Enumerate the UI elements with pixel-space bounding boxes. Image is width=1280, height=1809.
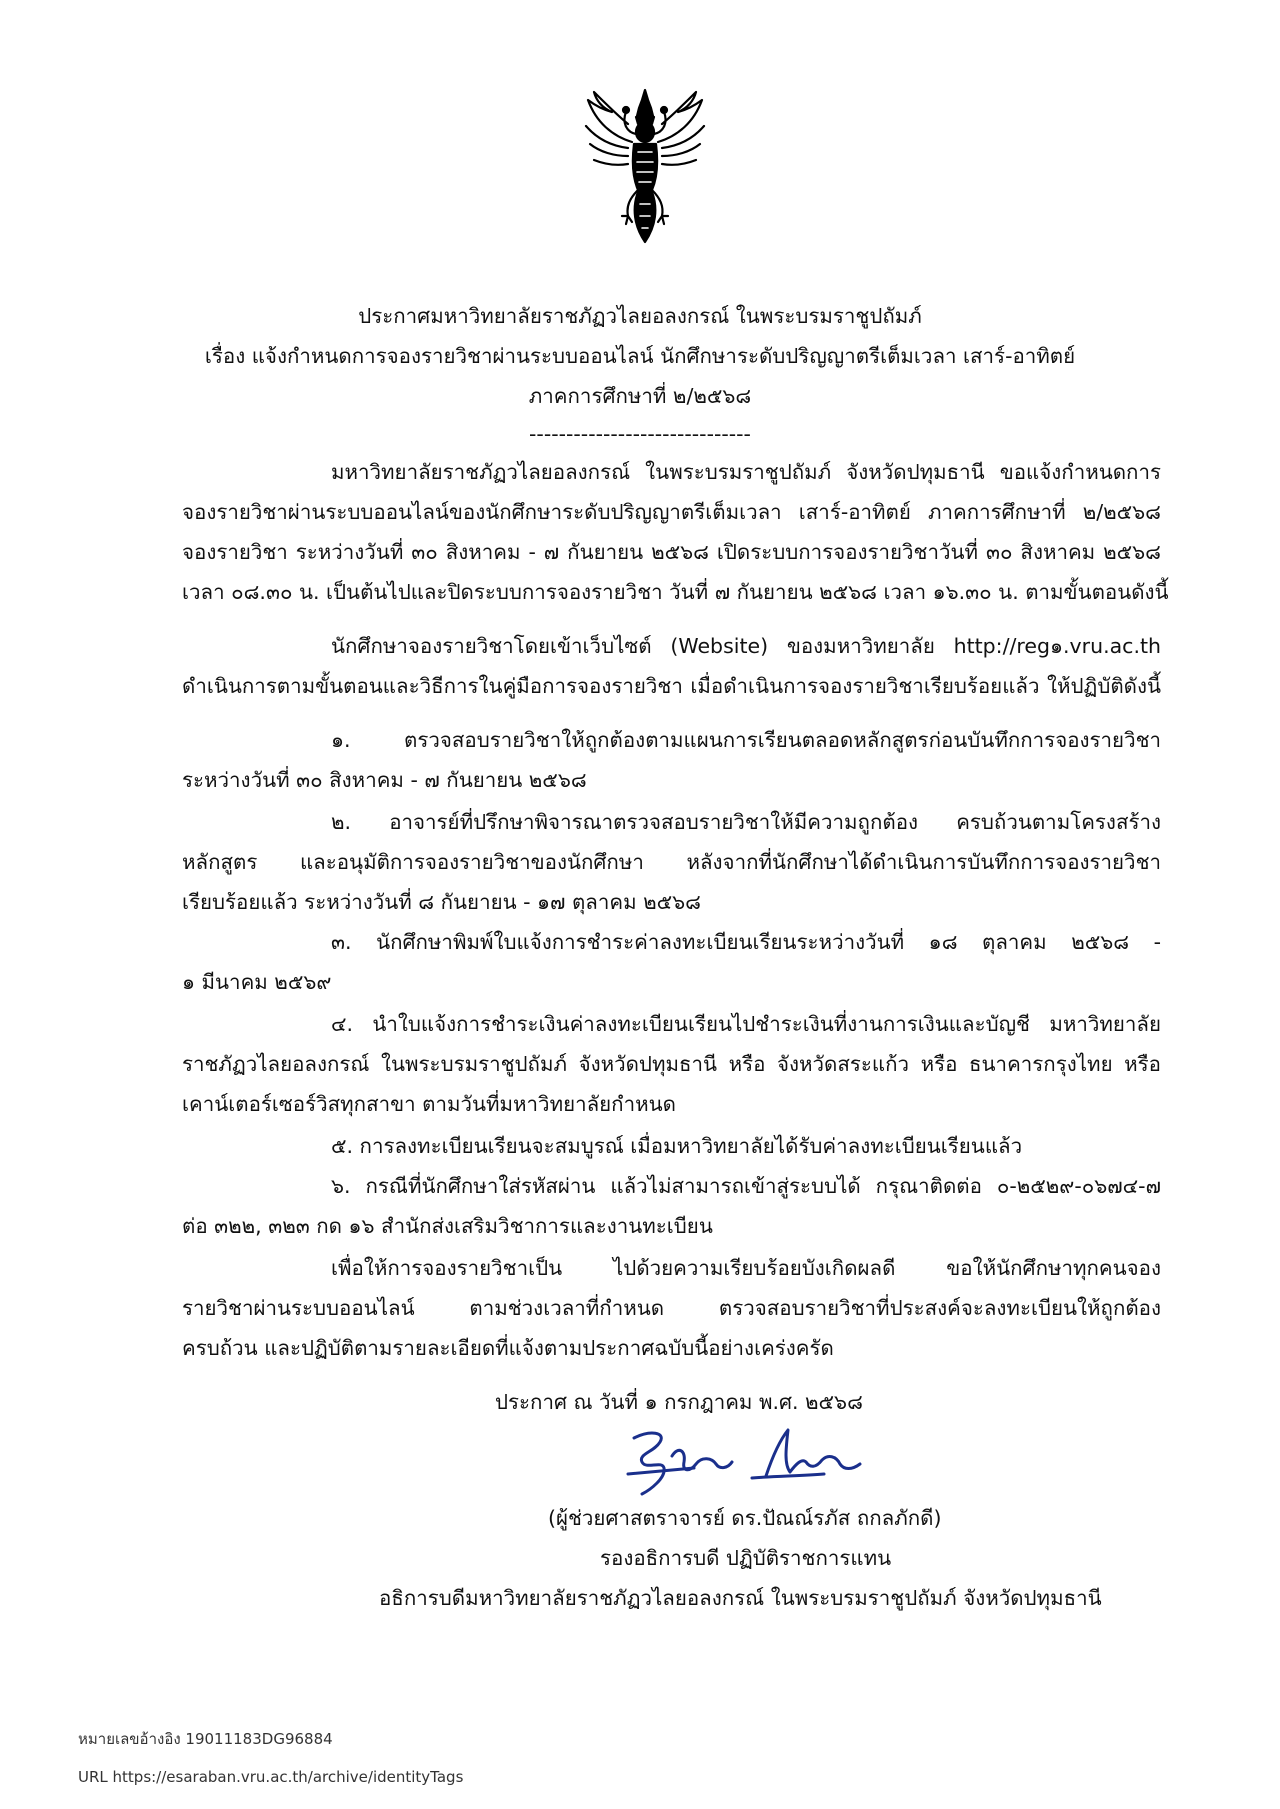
closing-line: เพื่อให้การจองรายวิชาเป็น ไปด้วยความเรียบร้อยบังเกิดผลดี ขอให้นักศึกษาทุกคนจอง bbox=[331, 1256, 1161, 1280]
step-2-line: หลักสูตร และอนุมัติการจองรายวิชาของนักศึกษา หลังจากที่นักศึกษาได้ดำเนินการบันทึกการจองรายวิชา bbox=[182, 850, 1161, 874]
semester-line: ภาคการศึกษาที่ ๒/๒๕๖๘ bbox=[528, 384, 752, 408]
step-4-line: ราชภัฏวไลยอลงกรณ์ ในพระบรมราชูปถัมภ์ จังหวัดปทุมธานี หรือ จังหวัดสระแก้ว หรือ ธนาคารกรุงไทย หรือ bbox=[182, 1052, 1161, 1076]
step-6-line: ต่อ ๓๒๒, ๓๒๓ กด ๑๖ สำนักส่งเสริมวิชาการและงานทะเบียน bbox=[182, 1214, 713, 1238]
step-3-line: ๑ มีนาคม ๒๕๖๙ bbox=[182, 970, 332, 994]
intro-line: จองรายวิชา ระหว่างวันที่ ๓๐ สิงหาคม - ๗ กันยายน ๒๕๖๘ เปิดระบบการจองรายวิชาวันที่ ๓๐ สิงหาคม ๒๕๖๘ bbox=[182, 540, 1161, 564]
closing-line: รายวิชาผ่านระบบออนไลน์ ตามช่วงเวลาที่กำหนด ตรวจสอบรายวิชาที่ประสงค์จะลงทะเบียนให้ถูกต้อง bbox=[182, 1296, 1161, 1320]
website-line: นักศึกษาจองรายวิชาโดยเข้าเว็บไซต์ (Website) ของมหาวิทยาลัย http://reg๑.vru.ac.th bbox=[331, 634, 1161, 658]
step-6-line: ๖. กรณีที่นักศึกษาใส่รหัสผ่าน แล้วไม่สามารถเข้าสู่ระบบได้ กรุณาติดต่อ ๐-๒๕๒๙-๐๖๗๔-๗ bbox=[331, 1174, 1161, 1198]
step-3-line: ๓. นักศึกษาพิมพ์ใบแจ้งการชำระค่าลงทะเบียนเรียนระหว่างวันที่ ๑๘ ตุลาคม ๒๕๖๘ - bbox=[331, 930, 1161, 954]
intro-line: จองรายวิชาผ่านระบบออนไลน์ของนักศึกษาระดับปริญญาตรีเต็มเวลา เสาร์-อาทิตย์ ภาคการศึกษาที่ ๒/๒๕๖๘ bbox=[182, 500, 1161, 524]
separator-line: ------------------------------ bbox=[529, 422, 751, 446]
announcement-date: ประกาศ ณ วันที่ ๑ กรกฎาคม พ.ศ. ๒๕๖๘ bbox=[495, 1390, 863, 1414]
step-1-line: ๑. ตรวจสอบรายวิชาให้ถูกต้องตามแผนการเรียนตลอดหลักสูตรก่อนบันทึกการจองรายวิชา bbox=[331, 728, 1161, 752]
intro-line: มหาวิทยาลัยราชภัฏวไลยอลงกรณ์ ในพระบรมราชูปถัมภ์ จังหวัดปทุมธานี ขอแจ้งกำหนดการ bbox=[331, 460, 1161, 484]
website-line: ดำเนินการตามขั้นตอนและวิธีการในคู่มือการจองรายวิชา เมื่อดำเนินการจองรายวิชาเรียบร้อยแล้ว ให้ปฏิบัติดังนี้ bbox=[182, 674, 1161, 698]
signature-icon bbox=[620, 1416, 880, 1500]
step-2-line: เรียบร้อยแล้ว ระหว่างวันที่ ๘ กันยายน - ๑๗ ตุลาคม ๒๕๖๘ bbox=[182, 890, 701, 914]
announcement-subject: เรื่อง แจ้งกำหนดการจองรายวิชาผ่านระบบออนไลน์ นักศึกษาระดับปริญญาตรีเต็มเวลา เสาร์-อาทิตย์ bbox=[204, 344, 1076, 368]
signer-name: (ผู้ช่วยศาสตราจารย์ ดร.ปัณณ์รภัส ถกลภักดี) bbox=[548, 1506, 942, 1530]
step-2-line: ๒. อาจารย์ที่ปรึกษาพิจารณาตรวจสอบรายวิชาให้มีความถูกต้อง ครบถ้วนตามโครงสร้าง bbox=[331, 810, 1161, 834]
signer-position: รองอธิการบดี ปฏิบัติราชการแทน bbox=[600, 1546, 892, 1570]
step-5-line: ๕. การลงทะเบียนเรียนจะสมบูรณ์ เมื่อมหาวิทยาลัยได้รับค่าลงทะเบียนเรียนแล้ว bbox=[331, 1134, 1023, 1158]
step-4-line: ๔. นำใบแจ้งการชำระเงินค่าลงทะเบียนเรียนไปชำระเงินที่งานการเงินและบัญชี มหาวิทยาลัย bbox=[331, 1012, 1161, 1036]
signer-office: อธิการบดีมหาวิทยาลัยราชภัฏวไลยอลงกรณ์ ในพระบรมราชูปถัมภ์ จังหวัดปทุมธานี bbox=[379, 1586, 1102, 1610]
announcement-heading: ประกาศมหาวิทยาลัยราชภัฏวไลยอลงกรณ์ ในพระบรมราชูปถัมภ์ bbox=[358, 304, 922, 328]
closing-line: ครบถ้วน และปฏิบัติตามรายละเอียดที่แจ้งตามประกาศฉบับนี้อย่างเคร่งครัด bbox=[182, 1336, 834, 1360]
step-4-line: เคาน์เตอร์เซอร์วิสทุกสาขา ตามวันที่มหาวิทยาลัยกำหนด bbox=[182, 1092, 676, 1116]
step-1-line: ระหว่างวันที่ ๓๐ สิงหาคม - ๗ กันยายน ๒๕๖๘ bbox=[182, 768, 587, 792]
intro-line: เวลา ๐๘.๓๐ น. เป็นต้นไปและปิดระบบการจองรายวิชา วันที่ ๗ กันยายน ๒๕๖๘ เวลา ๑๖.๓๐ น. ตามขั้นตอนดังนี้ bbox=[182, 580, 1169, 604]
archive-url: URL https://esaraban.vru.ac.th/archive/identityTags bbox=[78, 1768, 464, 1786]
reference-number: หมายเลขอ้างอิง 19011183DG96884 bbox=[78, 1730, 333, 1748]
garuda-emblem-icon bbox=[582, 86, 708, 246]
